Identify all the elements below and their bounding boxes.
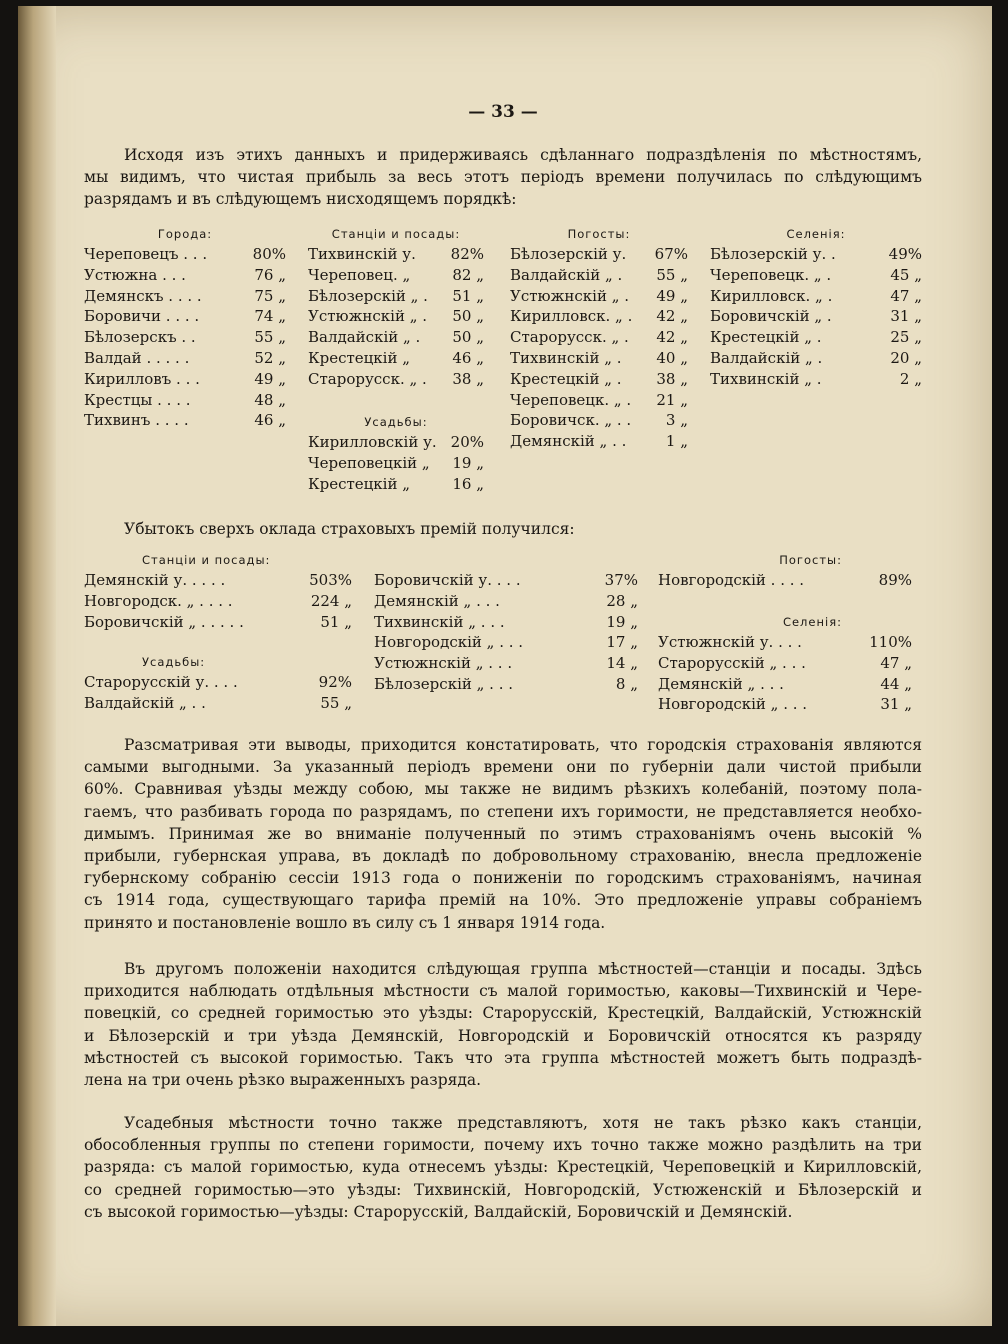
percent-value: 51 „ [452,286,484,305]
column-heading: Селенія: [782,615,842,629]
percent-value: 25 „ [890,328,922,347]
percent-value: 51 „ [320,612,352,631]
text-line: повецкій, со средней горимостью это уѣзды: Старорусскій, Крестецкій, Валдайскій, Устюжнскій [84,1004,922,1023]
profit-churchyards-column [510,224,688,452]
percent-value: 92% [318,673,352,691]
table-row [510,390,688,411]
column-heading: Станціи и посады: [331,227,461,241]
place-name: Демянскій „ . . . [658,674,784,693]
table-row [84,410,286,431]
place-name: Череповец. „ [308,265,411,284]
place-name: Старорусск. „ . [308,369,427,388]
place-name: Череповецкій „ [308,453,430,472]
table-row [84,327,286,348]
table-row [84,672,352,693]
percent-value: 46 „ [452,348,484,367]
table-row [84,244,286,265]
place-name: Бѣлозерскій у. [510,245,627,263]
place-name: Старорусскій „ . . . [658,653,806,672]
table-row [710,348,922,369]
table-row [374,674,638,695]
percent-value: 20 „ [890,348,922,367]
table-row [510,265,688,286]
intro-paragraph [84,144,922,211]
text-line: мы видимъ, что чистая прибыль за весь этотъ періодъ времени получилась по слѣдующимъ [84,168,922,187]
table-row [374,653,638,674]
table-row [658,632,912,653]
percent-value: 47 „ [890,286,922,305]
percent-value: 49 „ [254,369,286,388]
text-line: съ 1914 года, существующаго тарифа премій на 10%. Это предложеніе управы собраніемъ [84,891,922,910]
table-row [84,570,352,591]
loss-villages-column [658,612,912,715]
loss-title [84,518,922,540]
place-name: Крестецкій „ [308,348,411,367]
percent-value: 40 „ [656,348,688,367]
text-line: мѣстностей съ высокой горимостью. Такъ что эта группа мѣстностей можетъ быть подраздѣ- [84,1048,922,1067]
percent-value: 37% [604,571,638,589]
percent-value: 49% [888,245,922,263]
place-name: Боровичскій „ . . . . . [84,612,244,631]
place-name: Кирилловскій у. [308,433,437,451]
place-name: Тихвинскій „ . [710,369,822,388]
place-name: Демянскій „ . . . [374,591,500,610]
table-row [510,431,688,452]
table-row [84,286,286,307]
place-name: Череповецъ . . . [84,245,208,263]
percent-value: 55 „ [656,265,688,284]
percent-value: 45 „ [890,265,922,284]
percent-value: 8 „ [615,674,638,693]
text-line: димымъ. Принимая же во вниманіе полученный по этимъ страхованіямъ очень высокій % [84,824,922,843]
percent-value: 21 „ [656,390,688,409]
place-name: Старорусск. „ . [510,328,629,347]
column-heading: Погосты: [567,227,631,241]
table-row [658,653,912,674]
paragraph-city-insurance [84,734,922,934]
text-line: обособленныя группы по степени горимости, почему ихъ точно также можно раздѣлить на три [84,1136,922,1155]
place-name: Тихвинъ . . . . [84,411,189,430]
text-line: Усадебныя мѣстности точно также представляютъ, хотя не такъ рѣзко какъ станціи, [124,1114,922,1132]
text-line: и Бѣлозерскій и три уѣзда Демянскій, Новгородскій и Боровичскій относятся къ разряду [84,1026,922,1045]
percent-value: 17 „ [606,633,638,652]
loss-stations-column [84,550,352,632]
text-line: прибыли, губернская управа, въ докладѣ по добровольному страхованію, внесла предложеніе [84,847,922,866]
place-name: Новгородскій „ . . . [658,695,808,714]
table-row [658,570,912,591]
table-row [84,369,286,390]
text-line: лена на три очень рѣзко выраженныхъ разряда. [84,1071,482,1090]
page-number: — 33 — [468,102,538,122]
text-line: разрядамъ и въ слѣдующемъ нисходящемъ порядкѣ: [84,190,517,209]
column-heading: Селенія: [786,227,846,241]
percent-value: 31 „ [890,307,922,326]
percent-value: 82% [450,245,484,263]
table-row [510,306,688,327]
place-name: Новгородскій . . . . [658,571,805,589]
table-row [308,265,484,286]
table-row [510,369,688,390]
table-row [374,632,638,653]
percent-value: 2 „ [899,369,922,388]
profit-villages-column [710,224,922,390]
percent-value: 89% [878,571,912,589]
loss-estates-column [84,652,352,714]
text-line: Исходя изъ этихъ данныхъ и придерживаясь сдѣланнаго подраздѣленія по мѣстностямъ, [124,146,922,164]
table-row [308,453,484,474]
percent-value: 55 „ [320,693,352,712]
place-name: Бѣлозерскій у. . [710,245,836,263]
percent-value: 20% [450,433,484,451]
place-name: Кирилловъ . . . [84,369,200,388]
table-row [308,327,484,348]
table-row [510,244,688,265]
place-name: Тихвинскій „ . . . [374,612,505,631]
place-name: Крестецкій „ [308,474,411,493]
text-line: со средней горимостью—это уѣзды: Тихвинскій, Новгородскій, Устюженскій и Бѣлозерскій и [84,1180,922,1199]
text-line: гаемъ, что разбивать города по разрядамъ, по степени ихъ горимости, не представляется необхо- [84,802,922,821]
percent-value: 67% [654,245,688,263]
place-name: Тихвинскій у. [308,245,416,263]
place-name: Валдайскій „ . [710,348,823,367]
place-name: Устюжнскій у. . . . [658,633,802,651]
percent-value: 14 „ [606,654,638,673]
percent-value: 31 „ [880,695,912,714]
place-name: Демянскій „ . . [510,432,627,451]
percent-value: 42 „ [656,307,688,326]
percent-value: 75 „ [254,286,286,305]
table-row [710,265,922,286]
place-name: Бѣлозерскъ . . [84,328,196,347]
place-name: Кирилловск. „ . [510,307,633,326]
table-row [710,244,922,265]
column-heading: Города: [157,227,213,241]
percent-value: 48 „ [254,390,286,409]
percent-value: 38 „ [656,369,688,388]
text-line: Разсматривая эти выводы, приходится констатировать, что городскія страхованія являются [124,736,922,754]
text-line: Въ другомъ положеніи находится слѣдующая группа мѣстностей—станціи и посады. Здѣсь [124,960,922,978]
table-row [710,369,922,390]
place-name: Валдайскій „ . . [84,693,206,712]
table-row [308,348,484,369]
place-name: Валдайскій „ . [510,265,623,284]
table-row [510,286,688,307]
table-row [658,694,912,715]
table-row [84,348,286,369]
table-row [374,612,638,633]
table-row [308,286,484,307]
table-row [84,693,352,714]
percent-value: 47 „ [880,653,912,672]
place-name: Крестцы . . . . [84,390,191,409]
place-name: Устюжнскій „ . . . [374,654,513,673]
percent-value: 19 „ [606,612,638,631]
place-name: Старорусскій у. . . . [84,673,238,691]
table-row [308,306,484,327]
book-page [18,6,992,1326]
place-name: Крестецкій „ . [510,369,622,388]
place-name: Боровичск. „ . . [510,411,632,430]
percent-value: 49 „ [656,286,688,305]
table-row [374,570,638,591]
percent-value: 52 „ [254,348,286,367]
percent-value: 224 „ [310,591,352,610]
text-line: съ высокой горимостью—уѣзды: Старорусскій, Валдайскій, Боровичскій и Демянскій. [84,1202,793,1221]
column-heading: Погосты: [779,553,842,567]
place-name: Валдайскій „ . [308,328,421,347]
percent-value: 46 „ [254,411,286,430]
paragraph-stations [84,958,922,1091]
table-row [510,327,688,348]
place-name: Боровичскій у. . . . [374,571,521,589]
profit-towns-column [84,224,286,431]
place-name: Бѣлозерскій „ . [308,286,428,305]
text-line: принято и постановленіе вошло въ силу съ 1 января 1914 года. [84,913,606,932]
page-gutter [18,6,56,1326]
percent-value: 19 „ [452,453,484,472]
text-line: самыми выгодными. За указанный періодъ времени они по губерніи дали чистой прибыли [84,758,922,777]
percent-value: 50 „ [452,307,484,326]
place-name: Тихвинскій „ . [510,348,622,367]
loss-churchyards-column [658,550,912,591]
profit-stations-column [308,224,484,390]
table-row [308,432,484,453]
table-row [84,591,352,612]
place-name: Устюжнскій „ . [308,307,428,326]
table-row [510,348,688,369]
percent-value: 44 „ [880,674,912,693]
place-name: Новгородск. „ . . . . [84,591,233,610]
table-row [374,591,638,612]
table-row [510,410,688,431]
percent-value: 503% [309,571,352,589]
paragraph-estates [84,1112,922,1223]
place-name: Устюжнскій „ . [510,286,630,305]
column-heading: Усадьбы: [364,415,428,429]
place-name: Устюжна . . . [84,265,186,284]
place-name: Демянскъ . . . . [84,286,202,305]
table-row [710,327,922,348]
text-line: приходится наблюдать отдѣльныя мѣстности съ малой горимостью, каковы—Тихвинскій и Чере- [84,982,922,1001]
column-heading: Усадьбы: [142,655,206,669]
place-name: Боровичи . . . . [84,307,200,326]
table-row [84,306,286,327]
text-line: Убытокъ сверхъ оклада страховыхъ премій получился: [124,520,575,538]
percent-value: 110% [869,633,912,651]
text-line: разряда: съ малой горимостью, куда отнесемъ уѣзды: Крестецкій, Череповецкій и Кирилловскій, [84,1158,922,1177]
table-row [308,244,484,265]
percent-value: 76 „ [254,265,286,284]
table-row [84,612,352,633]
place-name: Череповецк. „ . [510,390,632,409]
place-name: Валдай . . . . . [84,348,190,367]
column-heading: Станціи и посады: [142,553,271,567]
percent-value: 16 „ [452,474,484,493]
place-name: Боровичскій „ . [710,307,832,326]
table-row [710,286,922,307]
table-row [658,674,912,695]
percent-value: 42 „ [656,328,688,347]
percent-value: 82 „ [452,265,484,284]
loss-stations-column-2 [374,570,638,695]
percent-value: 28 „ [606,591,638,610]
table-row [84,390,286,411]
percent-value: 1 „ [665,432,688,451]
table-row [308,474,484,495]
place-name: Кирилловск. „ . [710,286,833,305]
table-row [84,265,286,286]
text-line: 60%. Сравнивая уѣзды между собою, мы также не видимъ рѣзкихъ колебаній, поэтому пола- [84,780,922,799]
percent-value: 55 „ [254,328,286,347]
percent-value: 3 „ [665,411,688,430]
place-name: Череповецк. „ . [710,265,832,284]
place-name: Бѣлозерскій „ . . . [374,674,514,693]
percent-value: 38 „ [452,369,484,388]
text-line: губернскому собранію сессіи 1913 года о пониженіи по городскимъ страхованіямъ, начиная [84,869,922,888]
table-row [308,369,484,390]
table-row [710,306,922,327]
percent-value: 74 „ [254,307,286,326]
place-name: Крестецкій „ . [710,328,822,347]
profit-estates-column [308,412,484,494]
percent-value: 50 „ [452,328,484,347]
percent-value: 80% [252,245,286,263]
place-name: Новгородскій „ . . . [374,633,524,652]
place-name: Демянскій у. . . . . [84,571,226,589]
